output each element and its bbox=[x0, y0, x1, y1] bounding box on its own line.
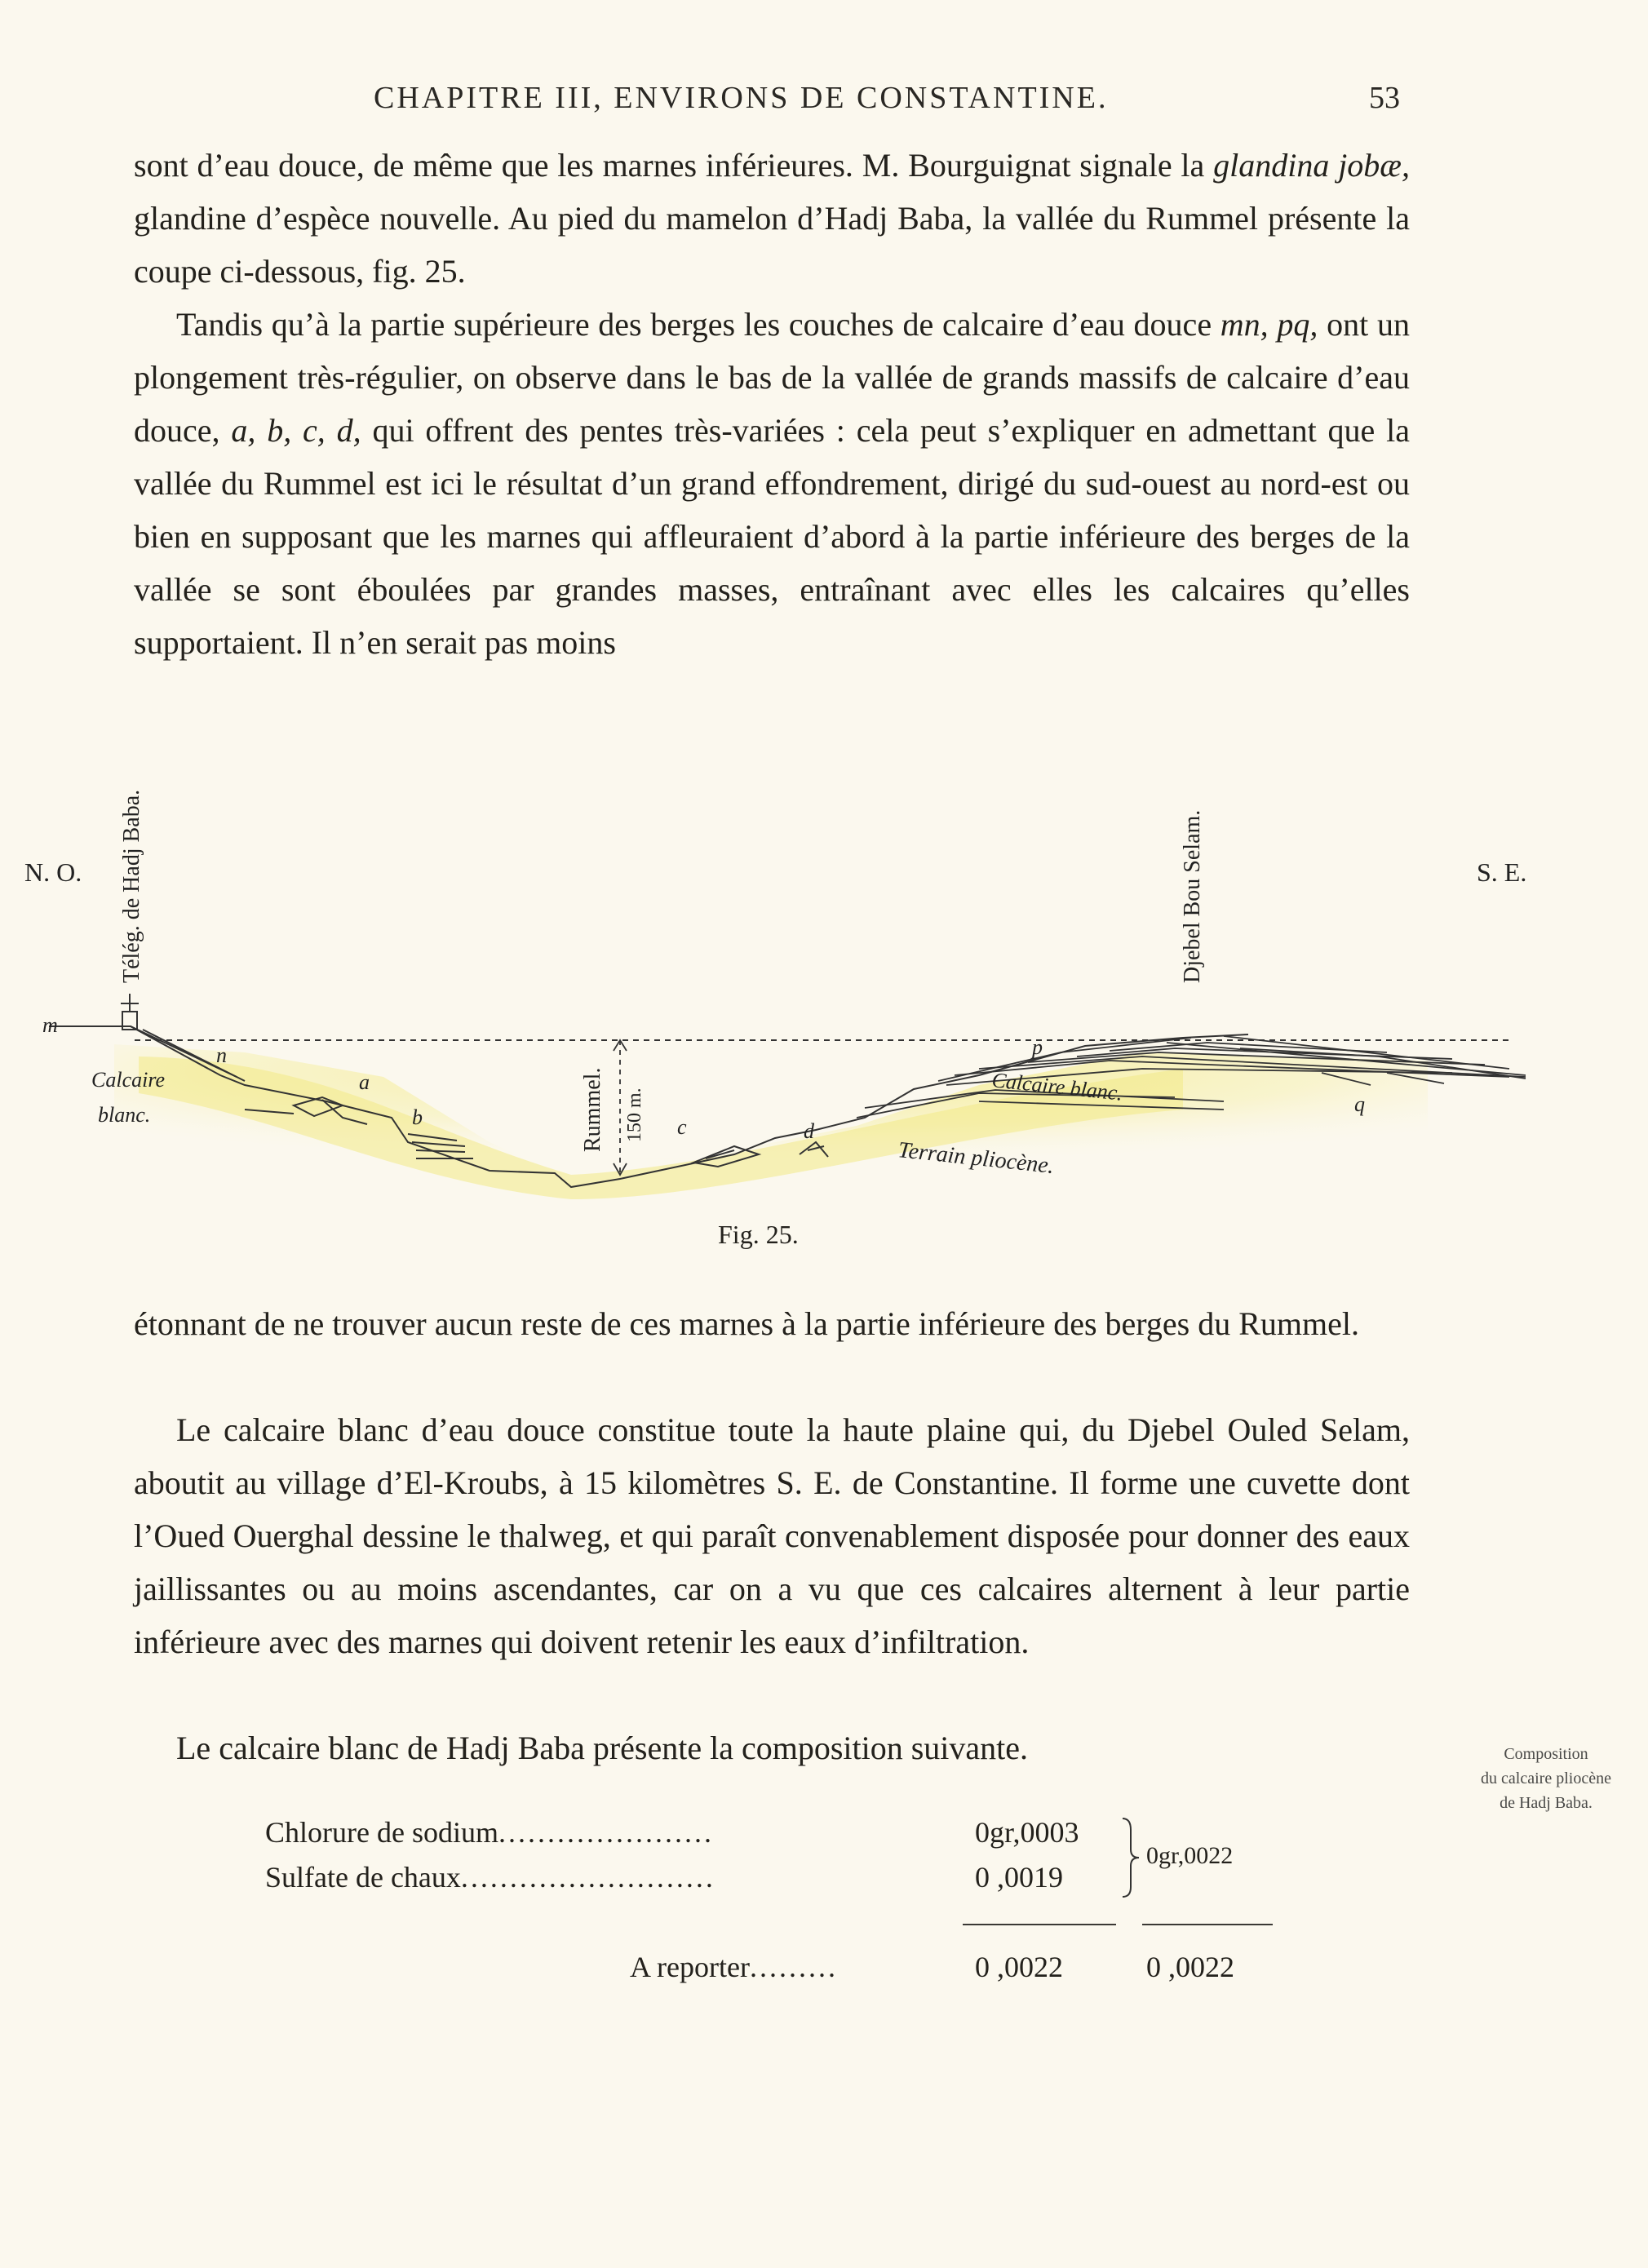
row-dots: ...................... bbox=[498, 1816, 714, 1849]
p2-italic-abcd: a, b, c, d, bbox=[231, 412, 361, 449]
table-row bbox=[265, 1860, 715, 1894]
carry-label: A reporter bbox=[630, 1951, 750, 1983]
label-calcaire-left: Calcaire bbox=[91, 1068, 166, 1092]
margin-note-line2: du calcaire pliocène bbox=[1481, 1770, 1611, 1787]
letter-a: a bbox=[359, 1070, 370, 1094]
label-terrain-pliocene: Terrain pliocène. bbox=[897, 1137, 1056, 1180]
p1-italic-species: glandina jobæ, bbox=[1213, 147, 1410, 184]
row-dots: .......................... bbox=[460, 1861, 715, 1894]
label-150m: 150 m. bbox=[624, 1087, 645, 1142]
figure-25-cross-section bbox=[0, 734, 1648, 1207]
figure-caption: Fig. 25. bbox=[718, 1220, 799, 1249]
margin-note-line1: Composition bbox=[1504, 1745, 1588, 1763]
paragraph-1 bbox=[134, 139, 1410, 298]
label-djebel: Djebel Bou Selam. bbox=[1180, 809, 1205, 983]
valley-shading bbox=[114, 1044, 1428, 1199]
paragraph-5: Le calcaire blanc de Hadj Baba présente la composition suivante. bbox=[176, 1730, 1029, 1766]
letter-d: d bbox=[804, 1119, 814, 1143]
carry-value-2: 0 ,0022 bbox=[1146, 1951, 1234, 1983]
label-calcaire-right: Calcaire blanc. bbox=[990, 1068, 1124, 1105]
paragraph-3: étonnant de ne trouver aucun reste de ces marnes à la partie inférieure des berges du Rummel. bbox=[134, 1305, 1359, 1342]
carry-value-1: 0 ,0022 bbox=[975, 1951, 1063, 1983]
p2-text-a: Tandis qu’à la partie supérieure des berges les couches de calcaire d’eau douce bbox=[176, 306, 1220, 343]
p2-text-e: qui offrent des pentes très-variées : cela peut s’expliquer en admettant que la vallée du Rummel est ici le résultat d’un grand effondrement, dirigé du sud-ouest au nord-est ou bien en supposant que les marnes qui affleuraient d’abord à la partie inférieure des berges de la vallée se sont éboulées par grandes masses, entraînant avec elles les calcaires qu’elles supportaient. Il n’en serait pas moins bbox=[134, 412, 1410, 661]
direction-nw: N. O. bbox=[24, 857, 82, 887]
brace bbox=[1118, 1815, 1142, 1901]
chapter-title: CHAPITRE III, ENVIRONS DE CONSTANTINE. bbox=[374, 81, 1109, 115]
letter-b: b bbox=[412, 1105, 423, 1129]
letter-m: m bbox=[42, 1013, 58, 1037]
row-value: 0gr,0003 bbox=[975, 1816, 1079, 1849]
p1-text-c: glandine d’espèce nouvelle. Au pied du mamelon d’Hadj Baba, la vallée du Rummel présente la coupe ci-dessous, fig. 25. bbox=[134, 200, 1410, 290]
table-row bbox=[265, 1815, 714, 1849]
letter-c: c bbox=[677, 1115, 687, 1139]
page-number: 53 bbox=[1369, 81, 1400, 115]
margin-note bbox=[1460, 1742, 1632, 1815]
row-label: Sulfate de chaux bbox=[265, 1861, 461, 1894]
paragraph-4: Le calcaire blanc d’eau douce constitue toute la haute plaine qui, du Djebel Ouled Selam, aboutit au village d’El-Kroubs, à 15 kilomètres S. E. de Constantine. Il forme une cuvette dont l’Oued Ouerghal dessine le thalweg, et qui paraît convenablement disposée pour donner des eaux jaillissantes ou au moins ascendantes, car on a vu que ces calcaires alternent à leur partie inférieure avec des marnes qui doivent retenir les eaux d’infiltration. bbox=[134, 1411, 1410, 1660]
paragraph-2 bbox=[134, 298, 1410, 669]
letter-q: q bbox=[1354, 1092, 1365, 1116]
label-rummel: Rummel. bbox=[580, 1067, 605, 1152]
label-telegraph: Télég. de Hadj Baba. bbox=[119, 789, 144, 983]
carry-dots: ......... bbox=[749, 1951, 838, 1983]
row-value: 0 ,0019 bbox=[975, 1861, 1063, 1894]
p2-italic-mn-pq: mn, pq, bbox=[1220, 306, 1318, 343]
p2-text-c: ont un plongement très-régulier, on observe dans le bas de la vallée de grands massifs de calcaire d’eau douce, bbox=[134, 306, 1410, 449]
row-label: Chlorure de sodium bbox=[265, 1816, 498, 1849]
rule-right bbox=[1142, 1924, 1273, 1925]
carry-row bbox=[630, 1950, 838, 1984]
direction-se: S. E. bbox=[1477, 857, 1527, 887]
p1-text-a: sont d’eau douce, de même que les marnes inférieures. M. Bourguignat signale la bbox=[134, 147, 1214, 184]
margin-note-line3: de Hadj Baba. bbox=[1500, 1794, 1593, 1812]
letter-n: n bbox=[216, 1043, 227, 1067]
telegraph-marker bbox=[121, 994, 139, 1030]
rule-left bbox=[963, 1924, 1116, 1925]
sum-value: 0gr,0022 bbox=[1146, 1842, 1234, 1869]
letter-p: p bbox=[1032, 1035, 1043, 1059]
label-blanc-left: blanc. bbox=[98, 1103, 151, 1127]
